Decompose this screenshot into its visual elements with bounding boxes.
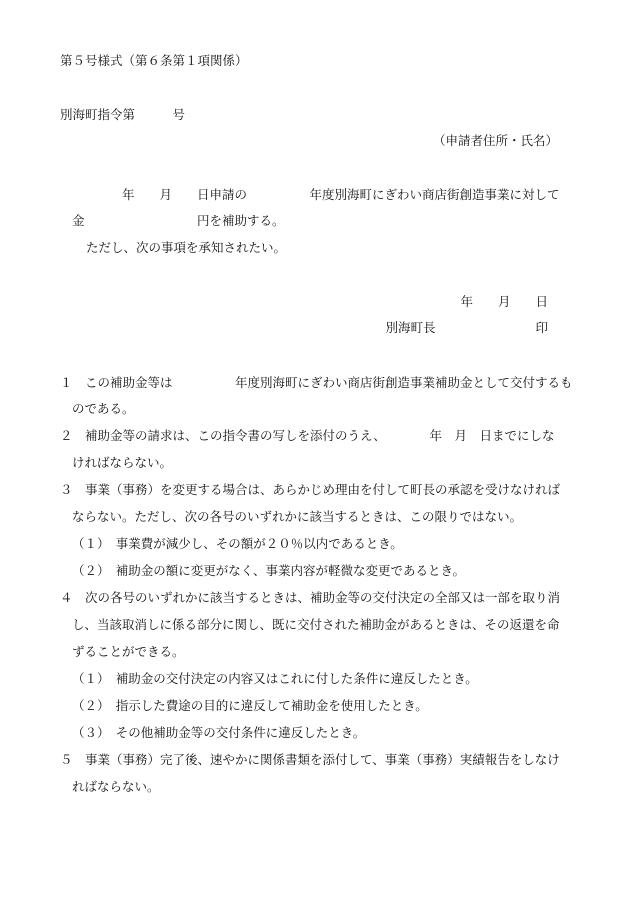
mayor-signature: 別海町長 印 xyxy=(385,320,548,335)
directive-number: 別海町指令第 号 xyxy=(60,107,186,122)
condition-2-line-2: ければならない。 xyxy=(72,455,173,470)
condition-1-line-2: のである。 xyxy=(72,401,135,416)
signature-date: 年 月 日 xyxy=(460,294,548,309)
condition-2-line-1: ２ 補助金等の請求は、この指令書の写しを添付のうえ、 年 月 日までにしな xyxy=(60,428,555,443)
condition-4-line-3: ずることができる。 xyxy=(72,644,185,659)
condition-4-item-2: （２） 指示した費途の目的に違反して補助金を使用したとき。 xyxy=(72,698,428,713)
condition-1-line-1: １ この補助金等は 年度別海町にぎわい商店街創造事業補助金として交付するも xyxy=(60,375,573,390)
condition-3-line-1: ３ 事業（事務）を変更する場合は、あらかじめ理由を付して町長の承認を受けなければ xyxy=(60,482,561,497)
condition-3-line-2: ならない。ただし、次の各号のいずれかに該当するときは、この限りではない。 xyxy=(72,509,523,524)
condition-4-item-1: （１） 補助金の交付決定の内容又はこれに付した条件に違反したとき。 xyxy=(72,671,478,686)
body-line-2: 金 円を補助する。 xyxy=(72,213,285,228)
form-number: 第５号様式（第６条第１項関係） xyxy=(60,53,248,68)
body-line-1: 年 月 日申請の 年度別海町にぎわい商店街創造事業に対して xyxy=(122,187,560,202)
condition-3-item-1: （１） 事業費が減少し、その額が２０％以内であるとき。 xyxy=(72,536,403,551)
applicant-label: （申請者住所・氏名） xyxy=(432,133,558,148)
body-line-3: ただし、次の事項を承知されたい。 xyxy=(86,240,287,255)
condition-4-item-3: （３） その他補助金等の交付条件に違反したとき。 xyxy=(72,725,366,740)
condition-3-item-2: （２） 補助金の額に変更がなく、事業内容が軽微な変更であるとき。 xyxy=(72,563,466,578)
condition-5-line-2: ればならない。 xyxy=(72,779,160,794)
condition-5-line-1: ５ 事業（事務）完了後、速やかに関係書類を添付して、事業（事務）実績報告をしなけ xyxy=(60,752,560,767)
condition-4-line-2: し、当該取消しに係る部分に関し、既に交付された補助金があるときは、その返還を命 xyxy=(72,617,560,632)
condition-4-line-1: ４ 次の各号のいずれかに該当するときは、補助金等の交付決定の全部又は一部を取り消 xyxy=(60,590,561,605)
